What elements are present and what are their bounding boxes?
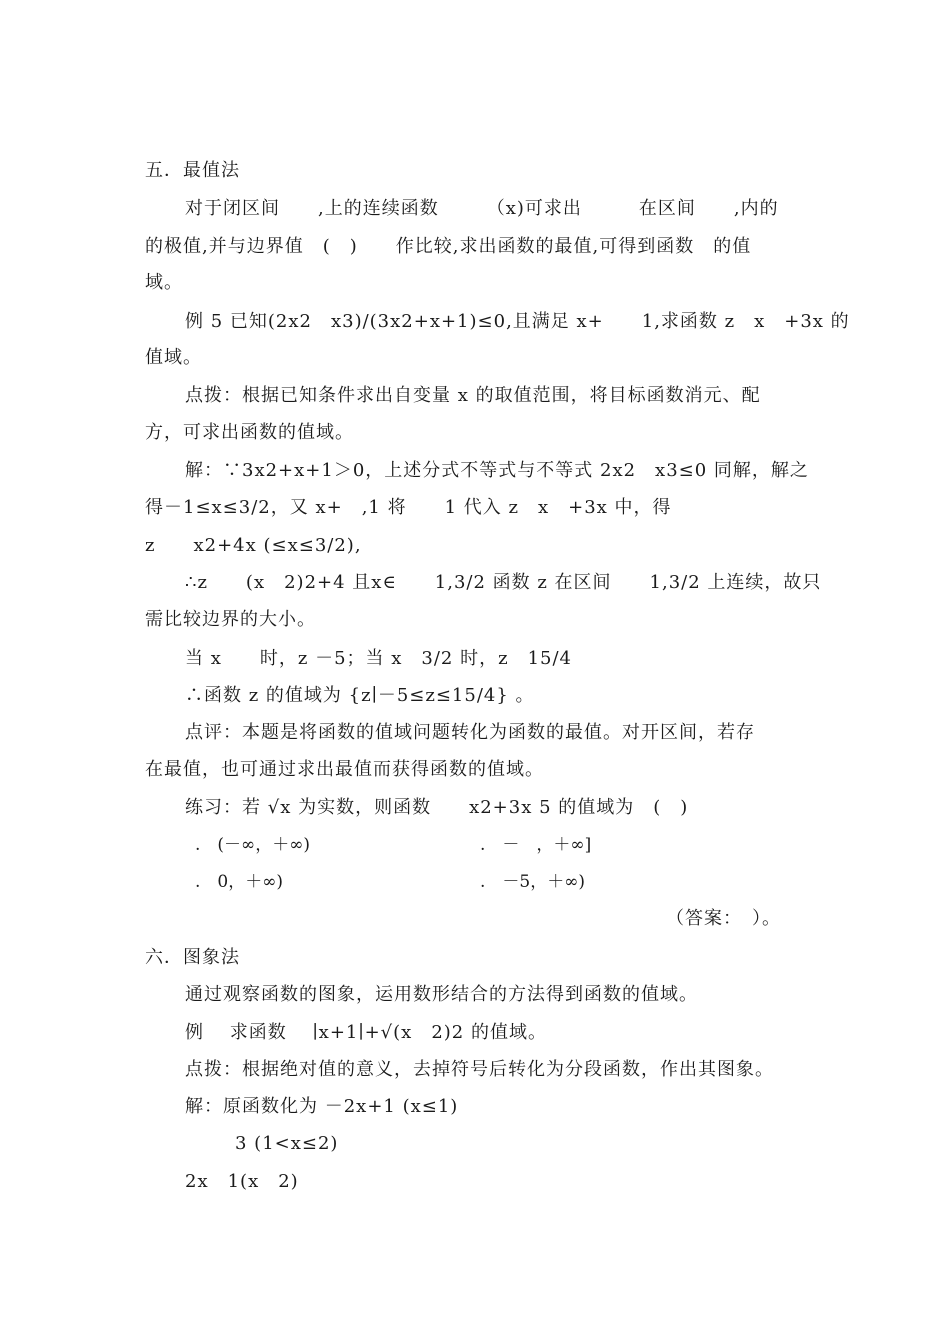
section-6-intro: 通过观察函数的图象，运用数形结合的方法得到函数的值域。 (185, 984, 698, 1005)
solution-6-line-2: 3 (1<x≤2) (235, 1133, 339, 1154)
section-6-title: 六．图象法 (145, 947, 240, 968)
option-a: . (－∞，＋∞) (195, 835, 310, 855)
answer-note: （答案： ）。 (666, 908, 781, 929)
section-5-intro-line-3: 域。 (145, 272, 183, 293)
solution-5-line-5: 需比较边界的大小。 (145, 609, 316, 630)
section-5-intro-line-1: 对于闭区间 ,上的连续函数 （x)可求出 在区间 ,内的 (185, 198, 779, 219)
solution-5-line-4: ∴z (x 2)2+4 且x∈ 1,3/2 函数 z 在区间 1,3/2 上连续，故只 (185, 572, 822, 593)
solution-5-line-7: ∴函数 z 的值域为 {z∣－5≤z≤15/4} 。 (185, 685, 535, 706)
solution-5-line-2: 得－1≤x≤3/2，又 x+ ,1 将 1 代入 z x +3x 中，得 (145, 497, 672, 518)
example-6: 例 求函数 ∣x+1∣+√(x 2)2 的值域。 (185, 1022, 547, 1043)
example-5-line-1: 例 5 已知(2x2 x3)/(3x2+x+1)≤0,且满足 x+ 1,求函数 z x +3x 的 (185, 311, 850, 332)
option-d: . －5，＋∞) (480, 872, 586, 892)
section-5-title: 五．最值法 (145, 160, 240, 181)
solution-6-line-3: 2x 1(x 2) (185, 1171, 299, 1192)
solution-5-line-6: 当 x 时，z －5；当 x 3/2 时，z 15/4 (185, 648, 572, 669)
comment-5-line-2: 在最值，也可通过求出最值而获得函数的值域。 (145, 759, 544, 780)
solution-6-line-1: 解：原函数化为 －2x+1 (x≤1) (185, 1096, 459, 1117)
solution-5-line-3: z x2+4x (≤x≤3/2), (145, 535, 362, 556)
option-c: . 0，＋∞) (195, 872, 284, 892)
comment-5-line-1: 点评：本题是将函数的值域问题转化为函数的最值。对开区间，若存 (185, 722, 755, 743)
hint-6: 点拨：根据绝对值的意义，去掉符号后转化为分段函数，作出其图象。 (185, 1059, 774, 1080)
option-b: . － ，＋∞] (480, 835, 592, 855)
solution-5-line-1: 解：∵3x2+x+1＞0，上述分式不等式与不等式 2x2 x3≤0 同解，解之 (185, 460, 809, 481)
section-5-intro-line-2: 的极值,并与边界值 ( ) 作比较,求出函数的最值,可得到函数 的值 (145, 236, 752, 257)
practice-question: 练习：若 √x 为实数，则函数 x2+3x 5 的值域为 ( ) (185, 797, 689, 818)
example-5-line-2: 值域。 (145, 347, 202, 368)
hint-5-line-1: 点拨：根据已知条件求出自变量 x 的取值范围，将目标函数消元、配 (185, 385, 761, 406)
hint-5-line-2: 方，可求出函数的值域。 (145, 422, 354, 443)
